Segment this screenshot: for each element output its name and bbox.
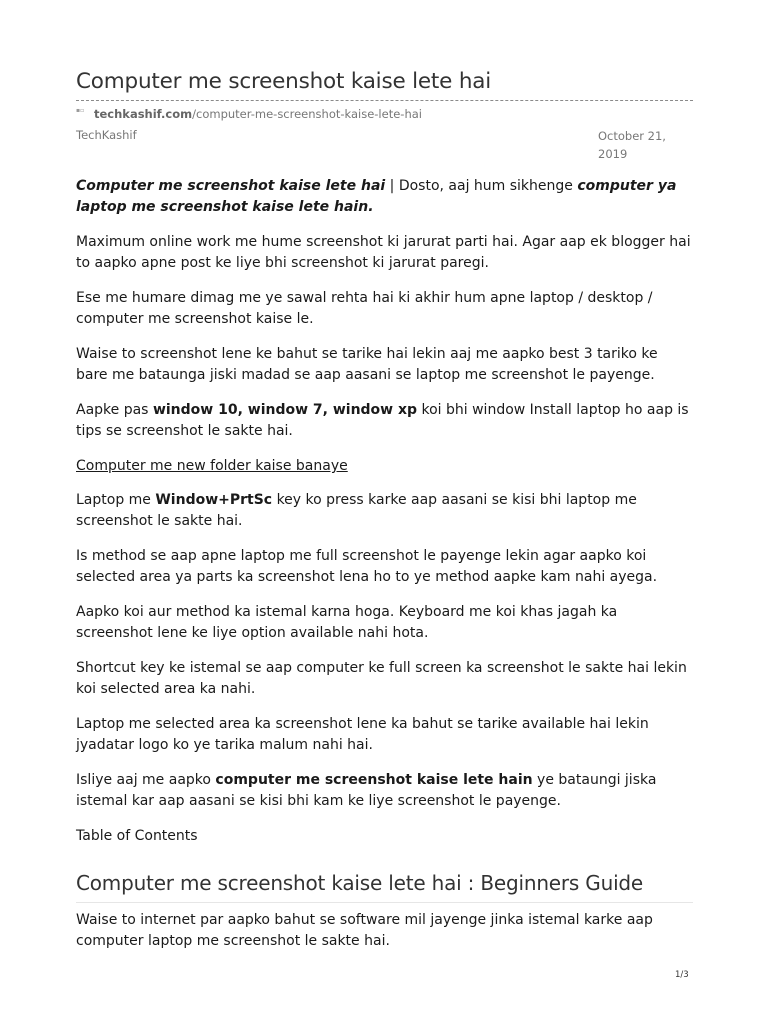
paragraph-7: Is method se aap apne laptop me full screenshot le payenge lekin agar aapko koi selected area ya parts ka screenshot lena ho to ye method aapke kam nahi ayega. — [76, 548, 658, 585]
paragraph-intro — [76, 176, 693, 218]
paragraph-9: Shortcut key ke istemal se aap computer ke full screen ka screenshot le sakte hai lekin koi selected area ka nahi. — [76, 660, 687, 697]
url-domain: techkashif.com — [94, 107, 193, 121]
paragraph-3: Ese me humare dimag me ye sawal rehta hai ki akhir hum apne laptop / desktop / computer me screenshot kaise le. — [76, 290, 653, 327]
intro-bold-italic-1: Computer me screenshot kaise lete hai — [76, 178, 386, 194]
publish-date-line1: October 21, — [598, 129, 666, 143]
paragraph-6-text-c: key ko press karke aap aasani se kisi bhi laptop me screenshot le sakte hai. — [76, 492, 637, 529]
paragraph-6 — [76, 490, 693, 532]
paragraph-8: Aapko koi aur method ka istemal karna hoga. Keyboard me koi khas jagah ka screenshot lene ke liye option available nahi hota. — [76, 604, 618, 641]
paragraph-11-bold: computer me screenshot kaise lete hain — [215, 772, 533, 788]
section-heading: Computer me screenshot kaise lete hai : Beginners Guide — [76, 871, 644, 895]
title-divider — [76, 100, 693, 101]
paragraph-11-text-a: Isliye aaj me aapko — [76, 772, 216, 788]
paragraph-4: Waise to screenshot lene ke bahut se tarike hai lekin aaj me aapko best 3 tariko ke bare me bataunga jiski madad se aap aasani se laptop me screenshot le payenge. — [76, 346, 658, 383]
section-paragraph-1: Waise to internet par aapko bahut se software mil jayenge jinka istemal karke aap computer laptop me screenshot le sakte hai. — [76, 912, 653, 949]
site-favicon-icon: ▪▫ — [76, 107, 85, 114]
paragraph-2: Maximum online work me hume screenshot ki jarurat parti hai. Agar aap ek blogger hai to aapko apne post ke liye bhi screenshot ki jarurat paregi. — [76, 234, 691, 271]
table-of-contents-label[interactable]: Table of Contents — [76, 828, 198, 844]
document-page — [76, 0, 693, 966]
paragraph-11 — [76, 770, 693, 812]
article-body — [76, 176, 693, 847]
paragraph-6-text-a: Laptop me — [76, 492, 156, 508]
article-meta — [76, 127, 693, 161]
intro-bold-italic-2: computer ya laptop me screenshot kaise lete hain. — [76, 178, 677, 215]
url-path: /computer-me-screenshot-kaise-lete-hai — [192, 107, 422, 121]
page-title: Computer me screenshot kaise lete hai — [76, 69, 491, 94]
section-body — [76, 910, 693, 952]
paragraph-5-text-c: koi bhi window Install laptop ho aap is tips se screenshot le sakte hai. — [76, 402, 689, 439]
paragraph-6-bold: Window+PrtSc — [155, 492, 273, 508]
section-divider — [76, 902, 693, 903]
publish-date-line2: 2019 — [598, 147, 628, 161]
paragraph-5 — [76, 400, 693, 442]
page-number: 1/3 — [675, 970, 689, 980]
intro-text: | Dosto, aaj hum sikhenge — [385, 178, 578, 194]
source-url[interactable] — [76, 106, 693, 122]
new-folder-link[interactable]: Computer me new folder kaise banaye — [76, 458, 348, 474]
paragraph-10: Laptop me selected area ka screenshot lene ka bahut se tarike available hai lekin jyadatar logo ko ye tarika malum nahi hai. — [76, 716, 649, 753]
paragraph-5-text-a: Aapke pas — [76, 402, 153, 418]
paragraph-11-text-c: ye bataungi jiska istemal kar aap aasani se kisi bhi kam ke liye screenshot le payenge. — [76, 772, 657, 809]
author-name: TechKashif — [76, 128, 137, 142]
publish-date — [598, 127, 688, 163]
paragraph-5-bold: window 10, window 7, window xp — [152, 402, 418, 418]
related-link-paragraph — [76, 456, 693, 477]
